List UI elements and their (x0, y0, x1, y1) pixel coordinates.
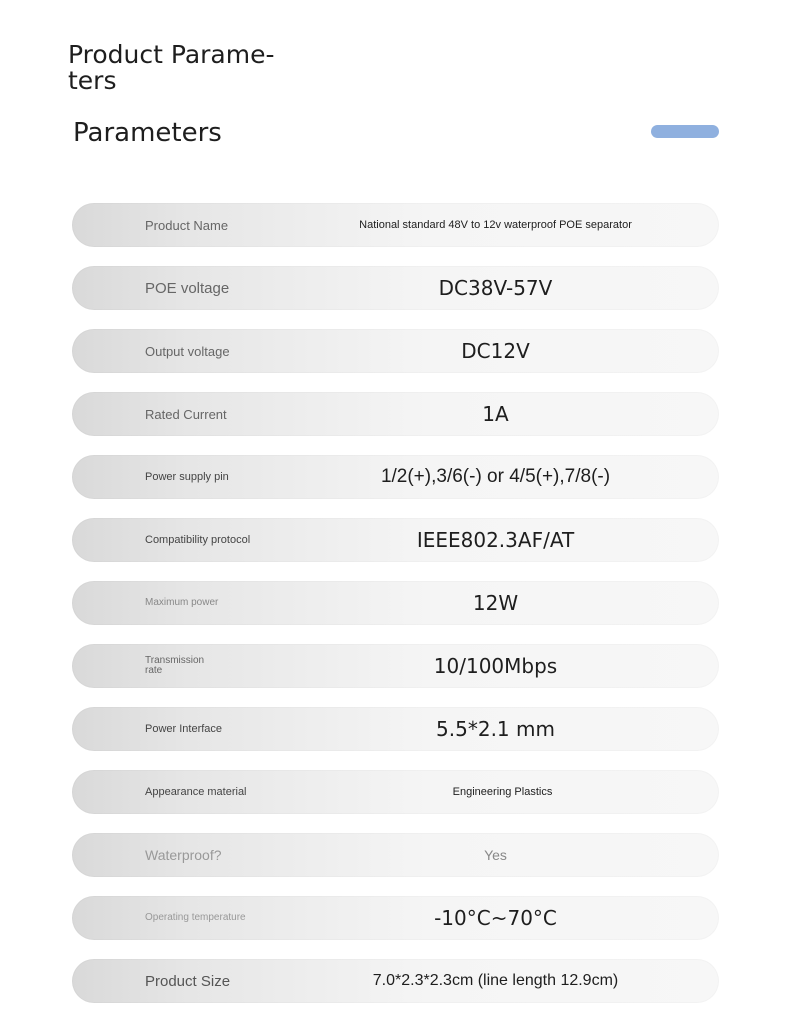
param-row-poe-voltage (72, 266, 719, 310)
param-value: 12W (472, 591, 519, 615)
param-row-product-name (72, 203, 719, 247)
param-row-appearance-material (72, 770, 719, 814)
param-row-waterproof (72, 833, 719, 877)
section-heading: Parameters (73, 118, 222, 148)
param-row-maximum-power (72, 581, 719, 625)
param-value: 7.0*2.3*2.3cm (line length 12.9cm) (372, 972, 619, 989)
param-row-output-voltage (72, 329, 719, 373)
param-value: 5.5*2.1 mm (436, 717, 555, 741)
page-title: Product Parame-ters (68, 40, 275, 95)
param-label: Transmission rate (145, 655, 205, 676)
param-row-compatibility-protocol (72, 518, 719, 562)
param-row-power-interface (72, 707, 719, 751)
param-label: Compatibility protocol (145, 533, 251, 546)
param-row-operating-temperature (72, 896, 719, 940)
param-label: Product Size (145, 972, 231, 990)
param-row-product-size (72, 959, 719, 1003)
param-label: Output voltage (145, 343, 230, 359)
param-row-transmission-rate (72, 644, 719, 688)
param-label: Rated Current (145, 406, 227, 422)
param-value: 10/100Mbps (433, 654, 558, 678)
param-value: Engineering Plastics (452, 786, 553, 798)
param-row-rated-current (72, 392, 719, 436)
param-label: Maximum power (145, 597, 219, 608)
param-row-power-supply-pin (72, 455, 719, 499)
param-label: Waterproof? (145, 847, 222, 863)
param-value: National standard 48V to 12v waterproof POE separator (359, 219, 632, 231)
param-label: Appearance material (145, 785, 247, 798)
accent-bar (651, 125, 719, 138)
param-value: -10°C~70°C (434, 906, 557, 930)
param-label: Power supply pin (145, 470, 229, 483)
param-label: Power Interface (145, 722, 223, 735)
param-value: Yes (484, 847, 507, 863)
param-value: DC12V (461, 339, 530, 363)
param-label: Product Name (145, 217, 229, 233)
param-label: Operating temperature (145, 912, 246, 923)
param-label: POE voltage (145, 279, 230, 297)
param-value: DC38V-57V (438, 276, 553, 300)
param-value: IEEE802.3AF/AT (416, 528, 575, 552)
param-value: 1A (482, 402, 509, 426)
param-value: 1/2(+),3/6(-) or 4/5(+),7/8(-) (380, 466, 611, 487)
